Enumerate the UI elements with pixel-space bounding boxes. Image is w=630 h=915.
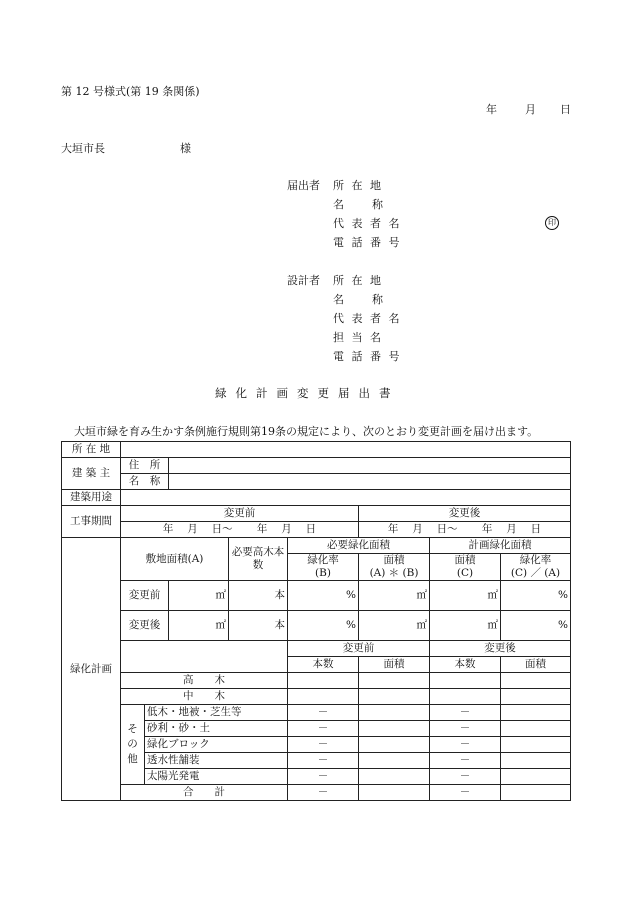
period-before-header: 変更前	[121, 506, 359, 522]
total-before-count: －	[288, 785, 359, 801]
gravel-before-area[interactable]	[359, 721, 430, 737]
area-label: 面積	[454, 554, 476, 566]
designer-field-phone: 電 話 番 号	[333, 350, 402, 363]
row-mid-tree: 中 木	[121, 689, 288, 705]
form-number: 第 12 号様式(第 19 条関係)	[61, 85, 200, 98]
label-owner-name: 名 称	[121, 474, 169, 490]
header-area-ab	[359, 554, 430, 581]
designer-field-person: 担 当 名	[333, 331, 383, 344]
gravel-after-area[interactable]	[501, 721, 571, 737]
shrub-after-area[interactable]	[501, 705, 571, 721]
row-after-label: 変更後	[121, 611, 169, 641]
notifier-label: 届出者	[287, 179, 320, 192]
row-total: 合 計	[121, 785, 288, 801]
period-after-range[interactable]: 年 月 日〜 年 月 日	[359, 522, 571, 538]
label-greening-plan: 緑化計画	[62, 538, 121, 801]
before-rate-unit[interactable]: %	[288, 581, 359, 611]
green-rate-label: 緑化率	[307, 554, 339, 566]
after-count-header: 本数	[430, 657, 501, 673]
block-after-area[interactable]	[501, 737, 571, 753]
mid-tree-after-area[interactable]	[501, 689, 571, 705]
label-use: 建築用途	[62, 490, 121, 506]
designer-field-name: 名 称	[333, 293, 385, 306]
planting-before-header: 変更前	[288, 641, 430, 657]
header-rate-ca	[501, 554, 571, 581]
row-other-block: 緑化ブロック	[145, 737, 288, 753]
header-required-trees: 必要高木本数	[229, 538, 288, 581]
row-before-label: 変更前	[121, 581, 169, 611]
area-label: 面積	[383, 554, 405, 566]
value-owner-address[interactable]	[169, 458, 571, 474]
notifier-field-phone: 電 話 番 号	[333, 236, 402, 249]
before-planned-rate-unit[interactable]: %	[501, 581, 571, 611]
row-other-paving: 透水性舗装	[145, 753, 288, 769]
header-area-c	[430, 554, 501, 581]
period-before-range[interactable]: 年 月 日〜 年 月 日	[121, 522, 359, 538]
date-year: 年	[486, 103, 497, 116]
shrub-before-count: －	[288, 705, 359, 721]
label-owner-address: 住 所	[121, 458, 169, 474]
addressee-honorific: 様	[180, 142, 191, 155]
value-use[interactable]	[121, 490, 571, 506]
rate-ca-label: (C) ／ (A)	[510, 567, 561, 579]
paving-after-area[interactable]	[501, 753, 571, 769]
row-other-shrub: 低木・地被・芝生等	[145, 705, 288, 721]
tall-tree-before-count[interactable]	[288, 673, 359, 689]
solar-before-count: －	[288, 769, 359, 785]
before-area-header: 面積	[359, 657, 430, 673]
tall-tree-after-area[interactable]	[501, 673, 571, 689]
mid-tree-before-area[interactable]	[359, 689, 430, 705]
planting-after-header: 変更後	[430, 641, 571, 657]
solar-before-area[interactable]	[359, 769, 430, 785]
row-other-gravel: 砂利・砂・土	[145, 721, 288, 737]
paving-before-area[interactable]	[359, 753, 430, 769]
row-other-solar: 太陽光発電	[145, 769, 288, 785]
mid-tree-after-count[interactable]	[430, 689, 501, 705]
value-owner-name[interactable]	[169, 474, 571, 490]
header-site-area: 敷地面積(A)	[121, 538, 229, 581]
header-planned-green: 計画緑化面積	[430, 538, 571, 554]
after-rate-unit[interactable]: %	[288, 611, 359, 641]
solar-after-count: －	[430, 769, 501, 785]
before-count-header: 本数	[288, 657, 359, 673]
before-area-unit[interactable]: ㎡	[359, 581, 430, 611]
block-before-area[interactable]	[359, 737, 430, 753]
value-location[interactable]	[121, 442, 571, 458]
notifier-field-name: 名 称	[333, 198, 385, 211]
planting-blank-header	[121, 641, 288, 673]
after-site-area-unit[interactable]: ㎡	[169, 611, 229, 641]
area-c-label: (C)	[456, 567, 474, 579]
label-owner: 建 築 主	[62, 458, 121, 490]
notifier-field-representative: 代 表 者 名	[333, 217, 402, 230]
total-before-area[interactable]	[359, 785, 430, 801]
after-area-header: 面積	[501, 657, 571, 673]
notifier-field-location: 所 在 地	[333, 179, 383, 192]
designer-label: 設計者	[287, 274, 320, 287]
tall-tree-before-area[interactable]	[359, 673, 430, 689]
document-title: 緑化計画変更届出書	[215, 386, 400, 400]
after-area-unit[interactable]: ㎡	[359, 611, 430, 641]
total-after-area[interactable]	[501, 785, 571, 801]
shrub-before-area[interactable]	[359, 705, 430, 721]
paving-before-count: －	[288, 753, 359, 769]
date-month: 月	[525, 103, 536, 116]
shrub-after-count: －	[430, 705, 501, 721]
tall-tree-after-count[interactable]	[430, 673, 501, 689]
seal-mark: 印	[545, 216, 559, 230]
rate-b-label: (B)	[315, 567, 331, 579]
addressee: 大垣市長	[61, 142, 105, 155]
header-green-rate-b	[288, 554, 359, 581]
label-period: 工事期間	[62, 506, 121, 538]
green-rate-label: 緑化率	[519, 554, 552, 566]
total-after-count: －	[430, 785, 501, 801]
others-label: そ の 他	[121, 705, 145, 785]
before-trees-unit[interactable]: 本	[229, 581, 288, 611]
area-ab-label: (A) ＊ (B)	[369, 567, 419, 579]
greening-form-table	[61, 441, 571, 801]
before-site-area-unit[interactable]: ㎡	[169, 581, 229, 611]
before-planned-area-unit[interactable]: ㎡	[430, 581, 501, 611]
designer-field-location: 所 在 地	[333, 274, 383, 287]
designer-field-representative: 代 表 者 名	[333, 312, 402, 325]
paving-after-count: －	[430, 753, 501, 769]
gravel-after-count: －	[430, 721, 501, 737]
block-before-count: －	[288, 737, 359, 753]
date-day: 日	[560, 103, 571, 116]
period-after-header: 変更後	[359, 506, 571, 522]
label-location: 所 在 地	[62, 442, 121, 458]
intro-text: 大垣市緑を育み生かす条例施行規則第19条の規定により、次のとおり変更計画を届け出ます。	[74, 425, 539, 438]
after-planned-rate-unit[interactable]: %	[501, 611, 571, 641]
block-after-count: －	[430, 737, 501, 753]
after-trees-unit[interactable]: 本	[229, 611, 288, 641]
header-required-green: 必要緑化面積	[288, 538, 430, 554]
after-planned-area-unit[interactable]: ㎡	[430, 611, 501, 641]
mid-tree-before-count[interactable]	[288, 689, 359, 705]
row-tall-tree: 高 木	[121, 673, 288, 689]
solar-after-area[interactable]	[501, 769, 571, 785]
gravel-before-count: －	[288, 721, 359, 737]
